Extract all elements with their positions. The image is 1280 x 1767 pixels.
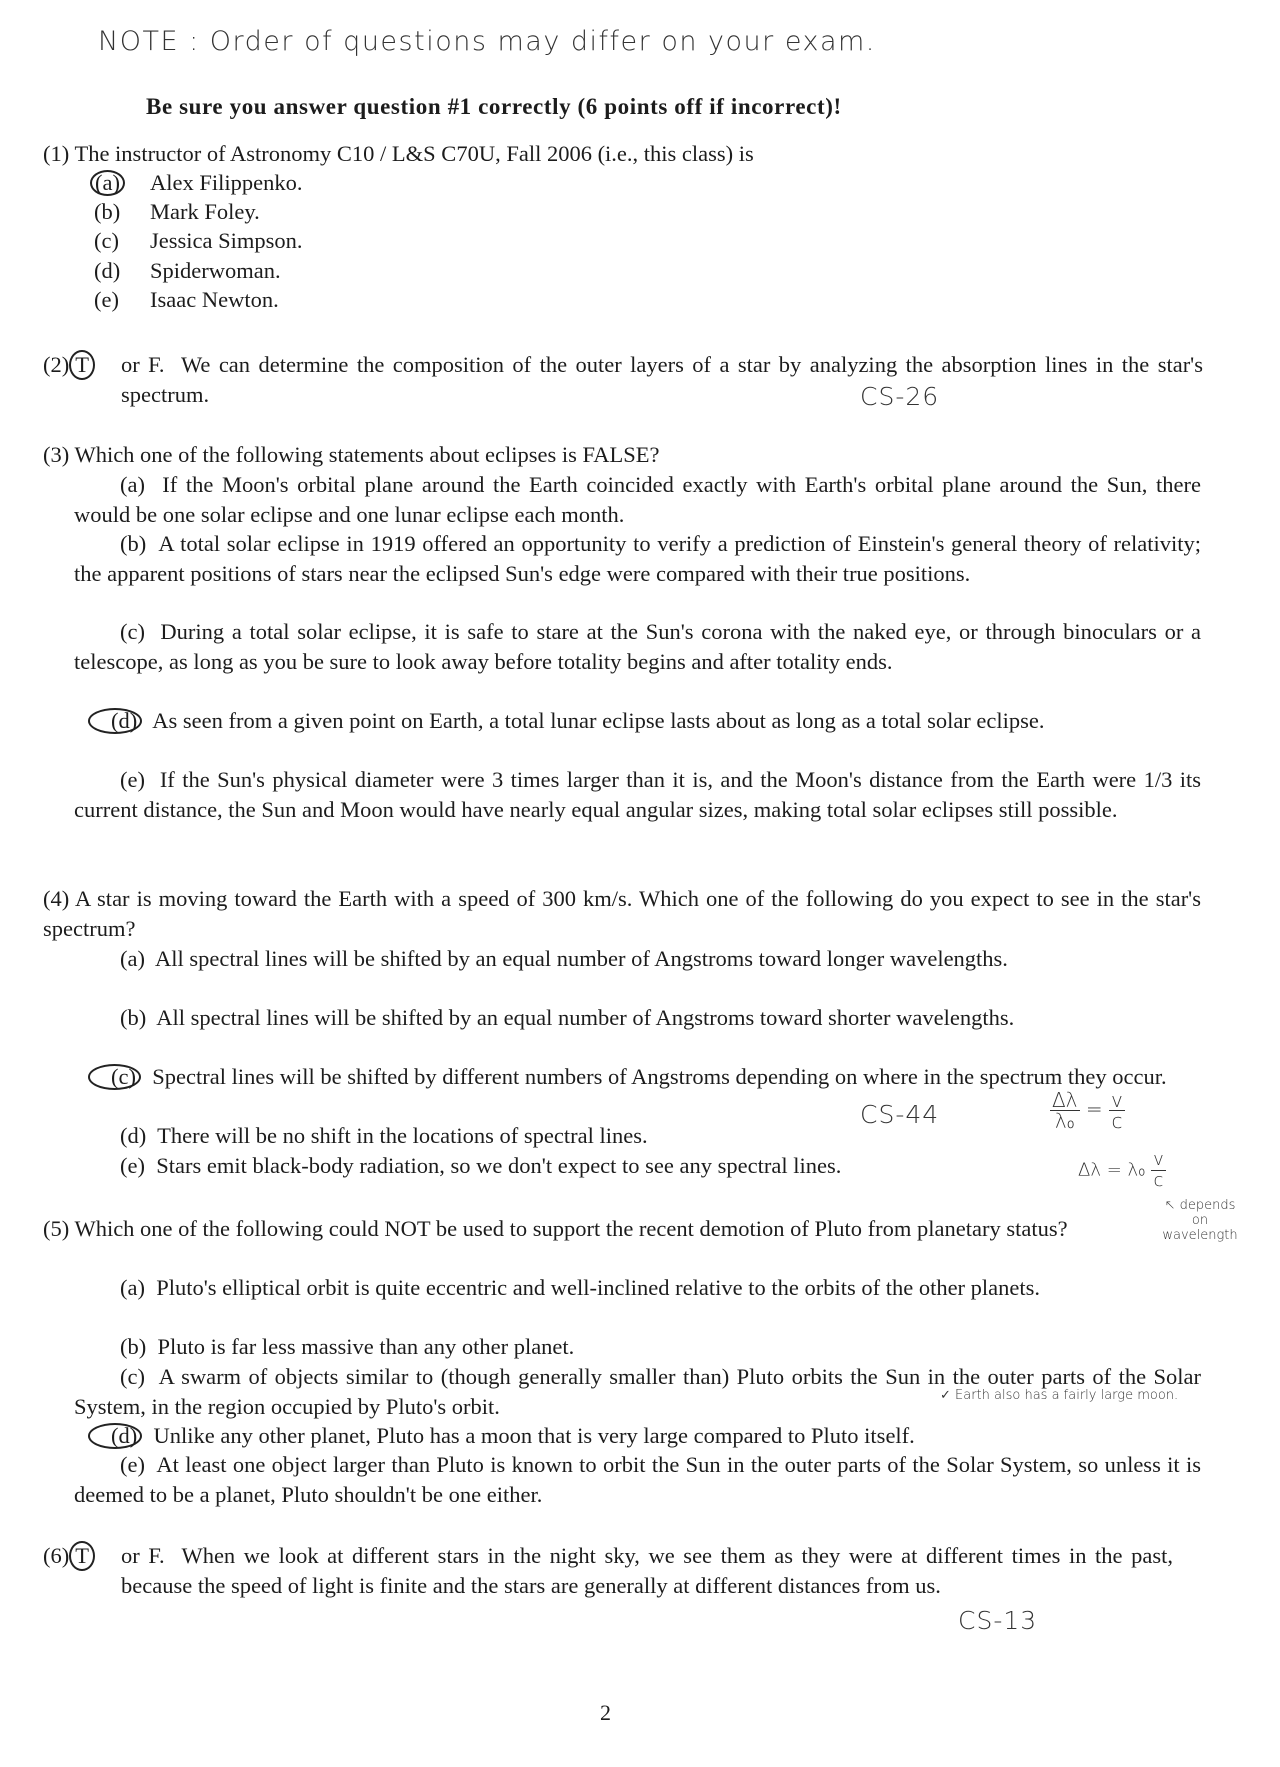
q5-option-a[interactable]: (a) Pluto's elliptical orbit is quite eccentric and well-inclined relative to the orbits of the other planets. — [120, 1275, 1041, 1300]
true-circle: T — [69, 350, 95, 380]
q5-option-d[interactable]: (d) Unlike any other planet, Pluto has a moon that is very large compared to Pluto itself. — [74, 1421, 1201, 1451]
q1-option-c[interactable]: (c) Jessica Simpson. — [94, 228, 303, 253]
q3-option-d[interactable]: (d) As seen from a given point on Earth, a total lunar eclipse lasts about as long as a total solar eclipse. — [74, 706, 1201, 736]
instructions-banner: Be sure you answer question #1 correctly (6 points off if incorrect)! — [146, 94, 842, 119]
answer-circle: (d) — [88, 1423, 142, 1449]
page-number: 2 — [600, 1700, 611, 1725]
question-1-stem: (1) The instructor of Astronomy C10 / L&S C70U, Fall 2006 (i.e., this class) is — [43, 141, 754, 166]
doppler-equation-2: Δλ = λ₀ $\frac{v}{c}$ — [1078, 1149, 1164, 1191]
depends-annotation: ↖ depends on wavelength — [1162, 1198, 1238, 1243]
q1-option-d[interactable]: (d) Spiderwoman. — [94, 258, 281, 283]
margin-annotation: ✓ Earth also has a fairly large moon. — [940, 1388, 1179, 1403]
question-3: (3) Which one of the following statements about eclipses is FALSE? — [43, 442, 660, 467]
q1-option-b[interactable]: (b) Mark Foley. — [94, 199, 260, 224]
answer-circle: (d) — [88, 708, 142, 734]
question-4: (4) A star is moving toward the Earth with a speed of 300 km/s. Which one of the following do you expect to see in the star's spectrum? — [43, 886, 1201, 941]
q5-option-c[interactable]: (c) A swarm of objects similar to (though generally smaller than) Pluto orbits the Sun in the outer parts of the Solar System, in the region occupied by Pluto's orbit. — [74, 1364, 1201, 1419]
q4-option-a[interactable]: (a) All spectral lines will be shifted by an equal number of Angstroms toward longer wavelengths. — [120, 946, 1008, 971]
q4-option-d[interactable]: (d) There will be no shift in the locations of spectral lines. — [120, 1123, 648, 1148]
q4-option-e[interactable]: (e) Stars emit black-body radiation, so we don't expect to see any spectral lines. — [120, 1153, 842, 1178]
answer-circle: (a) — [90, 170, 125, 196]
q4-option-c[interactable]: (c) Spectral lines will be shifted by different numbers of Angstroms depending on where in the spectrum they occur. — [74, 1062, 1201, 1092]
question-6: (6) T or F. When we look at different stars in the night sky, we see them as they were at different times in the past, because the speed of light is finite and the stars are generally at different distances from us. — [43, 1543, 1173, 1598]
q3-option-a[interactable]: (a) If the Moon's orbital plane around the Earth coincided exactly with Earth's orbital plane around the Sun, there would be one solar eclipse and one lunar eclipse each month. — [74, 472, 1201, 527]
doppler-equation: $\frac{\Delta\lambda}{\text{λ₀}}$ = $\frac{v}{c}$ — [1052, 1088, 1123, 1133]
question-5: (5) Which one of the following could NOT be used to support the recent demotion of Pluto from planetary status? — [43, 1216, 1068, 1241]
q5-option-b[interactable]: (b) Pluto is far less massive than any other planet. — [120, 1334, 575, 1359]
q3-option-e[interactable]: (e) If the Sun's physical diameter were 3 times larger than it is, and the Moon's distance from the Earth were 1/3 its current distance, the Sun and Moon would have nearly equal angular sizes, making total solar eclipses still possible. — [74, 767, 1201, 822]
cs-annotation: CS-13 — [958, 1606, 1038, 1635]
q1-option-e[interactable]: (e) Isaac Newton. — [94, 287, 279, 312]
q3-option-b[interactable]: (b) A total solar eclipse in 1919 offered an opportunity to verify a prediction of Einstein's general theory of relativity; the apparent positions of stars near the eclipsed Sun's edge were compared with their true positions. — [74, 531, 1201, 586]
true-circle: T — [69, 1541, 95, 1571]
q4-option-b[interactable]: (b) All spectral lines will be shifted by an equal number of Angstroms toward shorter wavelengths. — [120, 1005, 1015, 1030]
cs-annotation: CS-44 — [860, 1100, 940, 1129]
q1-option-a[interactable]: (a) Alex Filippenko. — [94, 168, 303, 198]
question-1 — [43, 139, 1201, 169]
answer-circle: (c) — [88, 1064, 141, 1090]
cs-annotation: CS-26 — [860, 382, 940, 411]
q5-option-e[interactable]: (e) At least one object larger than Pluto is known to orbit the Sun in the outer parts of the Solar System, so unless it is deemed to be a planet, Pluto shouldn't be one either. — [74, 1452, 1201, 1507]
question-2: (2) T or F. We can determine the composition of the outer layers of a star by analyzing the absorption lines in the star's spectrum. — [43, 352, 1203, 407]
handwritten-note: NOTE : Order of questions may differ on your exam. — [98, 26, 876, 57]
q3-option-c[interactable]: (c) During a total solar eclipse, it is safe to stare at the Sun's corona with the naked eye, or through binoculars or a telescope, as long as you be sure to look away before totality begins and after totality ends. — [74, 619, 1202, 674]
